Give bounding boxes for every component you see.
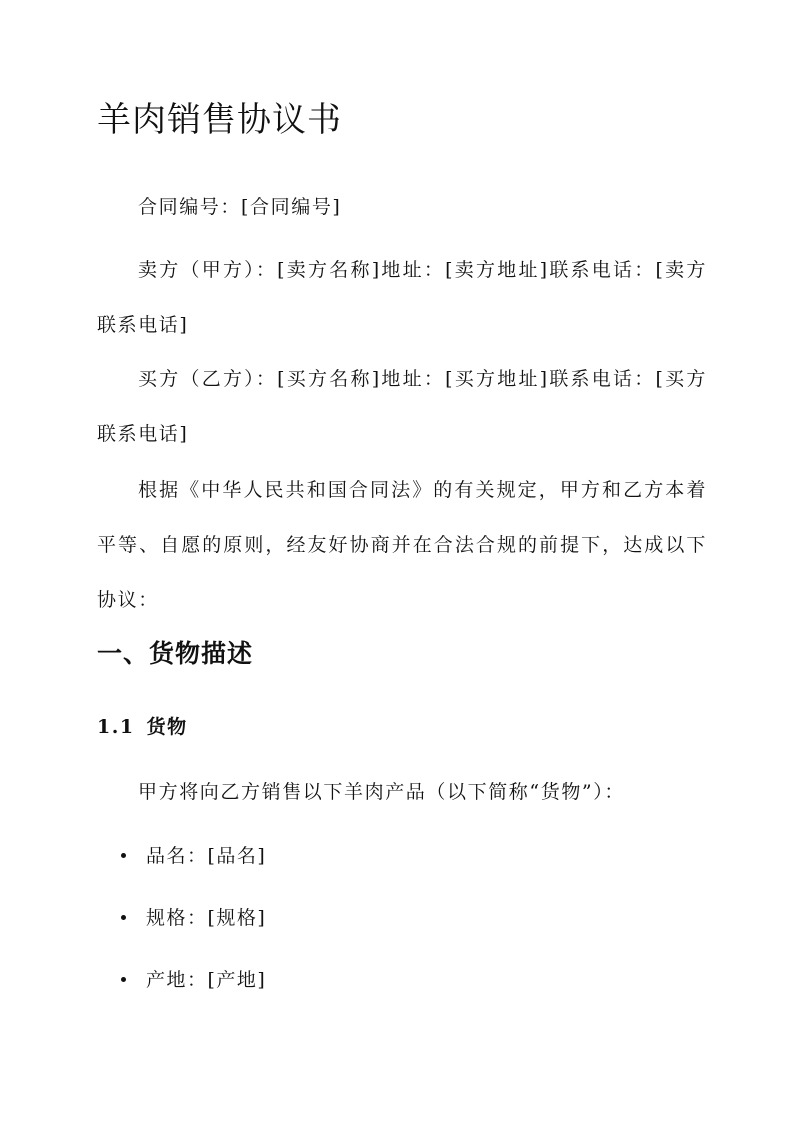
list-item-text: 品名：[品名]: [146, 845, 267, 867]
preamble-paragraph: 根据《中华人民共和国合同法》的有关规定，甲方和乙方本着平等、自愿的原则，经友好协商并在合法合规的前提下，达成以下协议：: [97, 479, 707, 611]
list-item-text: 规格：[规格]: [146, 907, 267, 929]
subsection-title: 货物: [146, 716, 188, 738]
bullet-icon: [121, 915, 126, 920]
list-item-text: 产地：[产地]: [146, 969, 267, 991]
goods-intro: 甲方将向乙方销售以下羊肉产品（以下简称“货物”）：: [138, 781, 625, 803]
bullet-icon: [121, 977, 126, 982]
goods-list: [97, 825, 266, 1011]
section-heading-goods-description: 一、货物描述: [97, 639, 254, 668]
subsection-heading-goods: [97, 709, 188, 745]
list-item: [97, 825, 266, 887]
list-item: [97, 887, 266, 949]
contract-number: 合同编号：[合同编号]: [138, 196, 342, 218]
seller-info: 卖方（甲方）：[卖方名称]地址：[卖方地址]联系电话：[卖方联系电话]: [97, 259, 707, 336]
subsection-number: 1.1: [97, 716, 135, 738]
bullet-icon: [121, 853, 126, 858]
document-title: 羊肉销售协议书: [97, 100, 342, 140]
buyer-info: 买方（乙方）：[买方名称]地址：[买方地址]联系电话：[买方联系电话]: [97, 368, 707, 445]
list-item: [97, 949, 266, 1011]
